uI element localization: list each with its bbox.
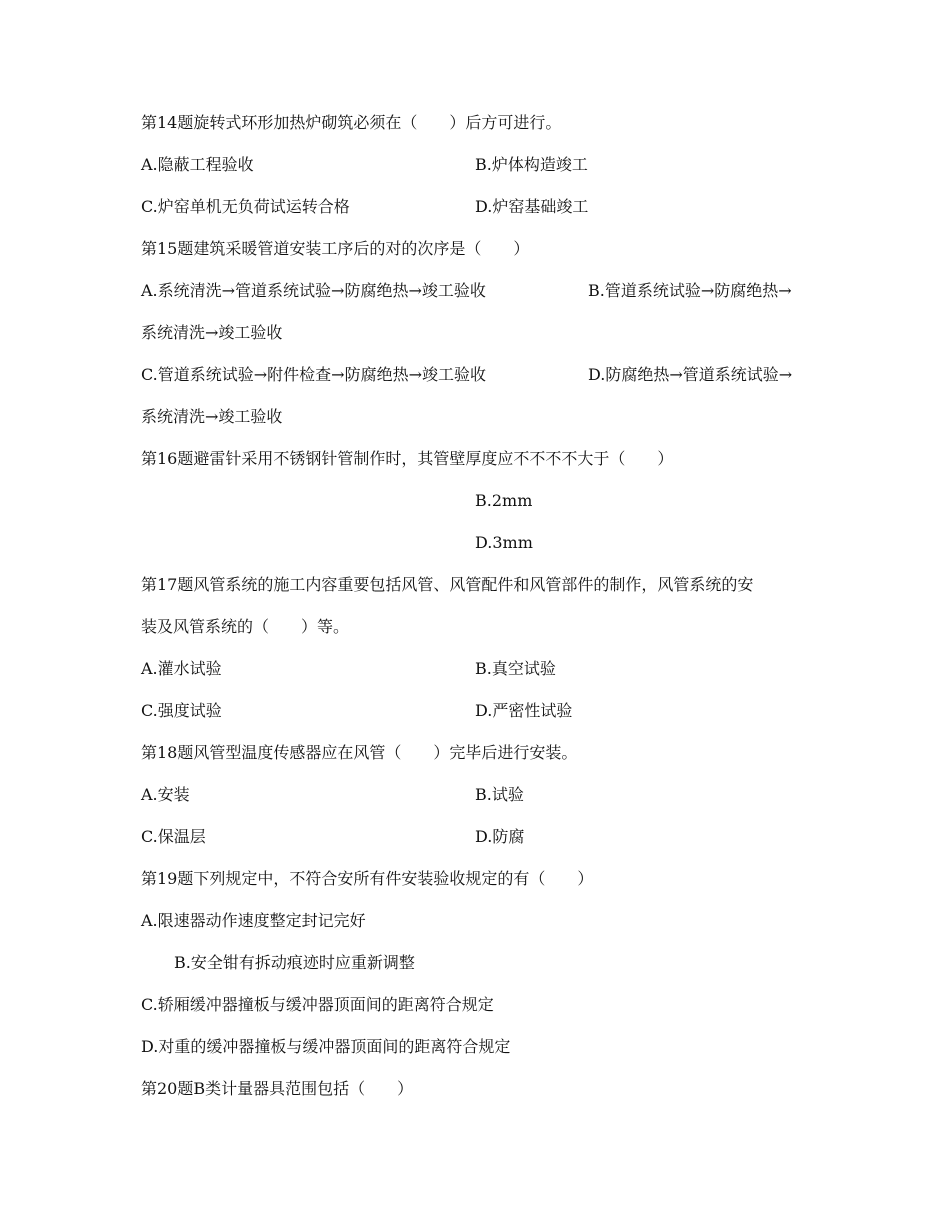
q15-option-b-continued: 系统清洗→竣工验收	[141, 323, 283, 342]
q18-option-a: A.安装	[141, 785, 190, 804]
question-14: 第14题旋转式环形加热炉砌筑必须在（ ）后方可进行。	[141, 113, 562, 132]
question-17-continued: 装及风管系统的（ ）等。	[141, 617, 350, 636]
q14-option-d: D.炉窑基础竣工	[475, 197, 589, 216]
q15-option-d: D.防腐绝热→管道系统试验→	[588, 365, 793, 384]
q16-option-b: B.2mm	[475, 491, 533, 510]
q16-option-d: D.3mm	[475, 533, 533, 552]
question-18: 第18题风管型温度传感器应在风管（ ）完毕后进行安装。	[141, 743, 578, 762]
q18-option-d: D.防腐	[475, 827, 525, 846]
q15-option-a: A.系统清洗→管道系统试验→防腐绝热→竣工验收	[141, 281, 486, 300]
q19-option-a: A.限速器动作速度整定封记完好	[141, 911, 366, 930]
question-15: 第15题建筑采暖管道安装工序后的对的次序是（ ）	[141, 239, 530, 258]
q17-option-b: B.真空试验	[475, 659, 556, 678]
question-20: 第20题B类计量器具范围包括（ ）	[141, 1079, 414, 1098]
q14-option-b: B.炉体构造竣工	[475, 155, 588, 174]
q19-option-b: B.安全钳有拆动痕迹时应重新调整	[174, 953, 415, 972]
q19-option-c: C.轿厢缓冲器撞板与缓冲器顶面间的距离符合规定	[141, 995, 494, 1014]
q17-option-c: C.强度试验	[141, 701, 222, 720]
q14-option-a: A.隐蔽工程验收	[141, 155, 254, 174]
q15-option-b: B.管道系统试验→防腐绝热→	[588, 281, 792, 300]
q18-option-c: C.保温层	[141, 827, 206, 846]
q14-option-c: C.炉窑单机无负荷试运转合格	[141, 197, 350, 216]
q18-option-b: B.试验	[475, 785, 524, 804]
question-17: 第17题风管系统的施工内容重要包括风管、风管配件和风管部件的制作，风管系统的安	[141, 575, 754, 594]
question-19: 第19题下列规定中，不符合安所有件安装验收规定的有（ ）	[141, 869, 594, 888]
q17-option-d: D.严密性试验	[475, 701, 573, 720]
q15-option-c: C.管道系统试验→附件检查→防腐绝热→竣工验收	[141, 365, 486, 384]
q17-option-a: A.灌水试验	[141, 659, 222, 678]
q19-option-d: D.对重的缓冲器撞板与缓冲器顶面间的距离符合规定	[141, 1037, 511, 1056]
question-16: 第16题避雷针采用不锈钢针管制作时，其管壁厚度应不不不不大于（ ）	[141, 449, 674, 468]
q15-option-d-continued: 系统清洗→竣工验收	[141, 407, 283, 426]
